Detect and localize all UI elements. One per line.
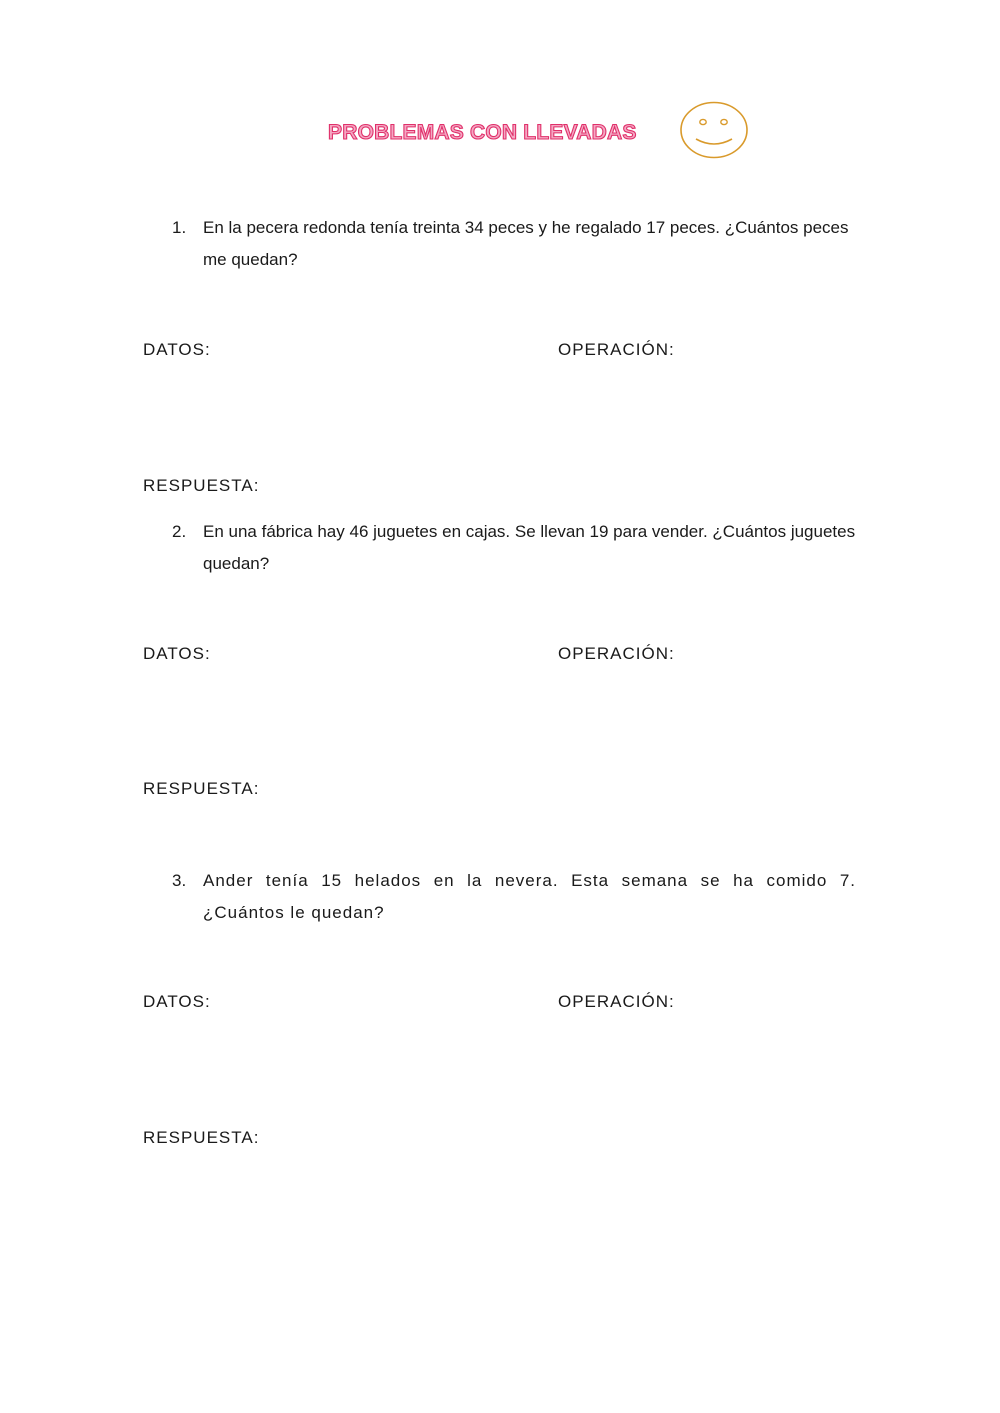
datos-label: DATOS: [143,644,211,663]
problem-1 [172,212,856,276]
operacion-label: OPERACIÓN: [558,644,675,663]
operacion-label: OPERACIÓN: [558,340,675,359]
problem-2 [172,516,856,580]
worksheet-title: PROBLEMAS CON LLEVADAS [328,121,637,144]
problem-statement: En la pecera redonda tenía treinta 34 peces y he regalado 17 peces. ¿Cuántos peces me quedan? [203,218,849,269]
respuesta-label: RESPUESTA: [143,779,260,798]
problem-number: 1. [172,218,187,237]
problem-number: 2. [172,522,187,541]
respuesta-label: RESPUESTA: [143,476,260,495]
problem-3 [172,865,856,929]
problem-number: 3. [172,871,187,890]
problem-statement: En una fábrica hay 46 juguetes en cajas. Se llevan 19 para vender. ¿Cuántos juguetes quedan? [203,522,856,573]
datos-label: DATOS: [143,992,211,1011]
respuesta-label: RESPUESTA: [143,1128,260,1147]
smiley-face-icon [679,101,749,159]
operacion-label: OPERACIÓN: [558,992,675,1011]
datos-label: DATOS: [143,340,211,359]
problem-statement: Ander tenía 15 helados en la nevera. Esta semana se ha comido 7. ¿Cuántos le quedan? [203,871,856,922]
